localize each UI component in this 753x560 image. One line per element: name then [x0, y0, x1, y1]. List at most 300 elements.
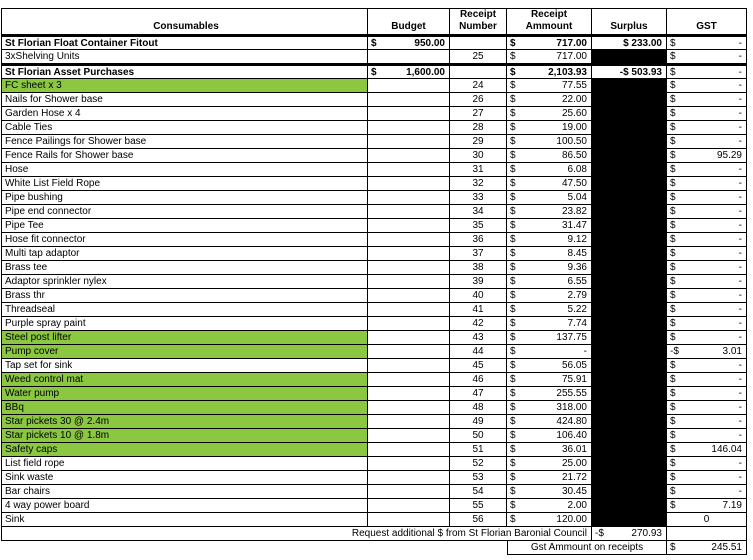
line-item-budget[interactable]	[368, 93, 450, 107]
line-item-description[interactable]	[1, 149, 368, 163]
currency-symbol: $	[670, 94, 676, 105]
gst-total-label-cell[interactable]	[507, 541, 667, 555]
line-item-surplus[interactable]	[592, 443, 667, 457]
line-item-surplus[interactable]	[592, 485, 667, 499]
line-item-surplus[interactable]	[592, 289, 667, 303]
line-item-surplus[interactable]	[592, 219, 667, 233]
line-item-gst[interactable]	[667, 275, 747, 289]
currency-symbol: $	[510, 150, 516, 161]
line-item-gst-value: 0	[703, 514, 710, 525]
line-item-amount[interactable]	[507, 373, 592, 387]
line-item-amount[interactable]	[507, 471, 592, 485]
currency-symbol: $	[670, 108, 676, 119]
line-item-description[interactable]	[1, 191, 368, 205]
line-item-amount[interactable]	[507, 275, 592, 289]
line-item-gst[interactable]	[667, 261, 747, 275]
line-item-amount[interactable]	[507, 219, 592, 233]
line-item-receipt-number[interactable]	[450, 135, 507, 149]
receipt-number-text: 43	[472, 332, 484, 343]
line-item-gst-value: -	[738, 234, 742, 245]
line-item-amount[interactable]	[507, 443, 592, 457]
line-item-gst[interactable]	[667, 513, 747, 527]
line-item-gst[interactable]	[667, 499, 747, 513]
line-item-description[interactable]	[1, 233, 368, 247]
line-item-description-text: Pipe Tee	[5, 220, 44, 231]
line-item-description[interactable]	[1, 79, 368, 93]
line-item-budget[interactable]	[368, 107, 450, 121]
line-item-amount[interactable]	[507, 107, 592, 121]
line-item-gst[interactable]	[667, 471, 747, 485]
line-item-surplus[interactable]	[592, 513, 667, 527]
line-item-gst[interactable]	[667, 219, 747, 233]
line-item-gst-value: -	[738, 108, 742, 119]
line-item-receipt-number[interactable]	[450, 247, 507, 261]
currency-symbol: $	[670, 332, 676, 343]
line-item-budget[interactable]	[368, 457, 450, 471]
section-surplus[interactable]	[592, 35, 667, 50]
line-item-gst[interactable]	[667, 387, 747, 401]
line-item-surplus[interactable]	[592, 345, 667, 359]
line-item-description-text: Safety caps	[5, 444, 58, 455]
line-item-gst-value: -	[738, 248, 742, 259]
line-item-amount[interactable]	[507, 149, 592, 163]
line-item-budget[interactable]	[368, 471, 450, 485]
line-item-amount-value: 2.00	[567, 500, 587, 511]
line-item-description-text: Adaptor sprinkler nylex	[5, 276, 107, 287]
line-item-amount[interactable]	[507, 303, 592, 317]
line-item-description[interactable]	[1, 471, 368, 485]
line-item-receipt-number[interactable]	[450, 50, 507, 64]
line-item-description[interactable]	[1, 219, 368, 233]
line-item-receipt-number[interactable]	[450, 303, 507, 317]
section-receipt-number[interactable]	[450, 35, 507, 50]
line-item-budget[interactable]	[368, 443, 450, 457]
line-item-gst[interactable]	[667, 331, 747, 345]
header-consumables[interactable]	[1, 8, 368, 35]
section-surplus-value: $ 233.00	[623, 38, 662, 49]
request-additional-row[interactable]	[1, 527, 592, 541]
currency-symbol: $	[510, 51, 516, 62]
line-item-receipt-number[interactable]	[450, 289, 507, 303]
line-item-budget[interactable]	[368, 317, 450, 331]
line-item-description[interactable]	[1, 513, 368, 527]
line-item-amount[interactable]	[507, 50, 592, 64]
receipt-number-text: 41	[472, 304, 484, 315]
line-item-receipt-number[interactable]	[450, 345, 507, 359]
line-item-description[interactable]	[1, 345, 368, 359]
line-item-description-text: Hose fit connector	[5, 234, 86, 245]
line-item-budget[interactable]	[368, 233, 450, 247]
currency-symbol: $	[510, 458, 516, 469]
line-item-budget[interactable]	[368, 359, 450, 373]
line-item-gst-value: -	[738, 51, 742, 62]
line-item-receipt-number[interactable]	[450, 219, 507, 233]
line-item-receipt-number[interactable]	[450, 149, 507, 163]
receipt-number-text: 34	[472, 206, 484, 217]
currency-symbol: $	[510, 262, 516, 273]
line-item-gst[interactable]	[667, 457, 747, 471]
line-item-budget[interactable]	[368, 373, 450, 387]
line-item-gst[interactable]	[667, 359, 747, 373]
line-item-surplus[interactable]	[592, 163, 667, 177]
line-item-budget[interactable]	[368, 499, 450, 513]
line-item-receipt-number[interactable]	[450, 261, 507, 275]
currency-symbol: $	[670, 206, 676, 217]
line-item-gst[interactable]	[667, 415, 747, 429]
line-item-receipt-number[interactable]	[450, 233, 507, 247]
line-item-gst[interactable]	[667, 191, 747, 205]
line-item-description[interactable]	[1, 331, 368, 345]
line-item-gst-value: -	[738, 430, 742, 441]
line-item-budget[interactable]	[368, 121, 450, 135]
line-item-gst[interactable]	[667, 485, 747, 499]
line-item-surplus[interactable]	[592, 177, 667, 191]
line-item-surplus[interactable]	[592, 50, 667, 64]
line-item-receipt-number[interactable]	[450, 387, 507, 401]
currency-symbol: $	[670, 542, 676, 553]
section-gst[interactable]	[667, 64, 747, 79]
line-item-description-text: Pipe bushing	[5, 192, 63, 203]
line-item-amount[interactable]	[507, 205, 592, 219]
line-item-description[interactable]	[1, 499, 368, 513]
line-item-gst[interactable]	[667, 233, 747, 247]
line-item-receipt-number[interactable]	[450, 121, 507, 135]
header-receipt-amount-line-0: Receipt	[530, 9, 568, 20]
line-item-description[interactable]	[1, 247, 368, 261]
line-item-surplus[interactable]	[592, 205, 667, 219]
line-item-receipt-number[interactable]	[450, 429, 507, 443]
line-item-gst[interactable]	[667, 289, 747, 303]
line-item-gst[interactable]	[667, 345, 747, 359]
currency-symbol: $	[510, 234, 516, 245]
line-item-amount[interactable]	[507, 429, 592, 443]
line-item-gst-value: -	[738, 458, 742, 469]
line-item-description[interactable]	[1, 415, 368, 429]
receipt-number-text: 30	[472, 150, 484, 161]
section-budget-value: 950.00	[414, 38, 445, 49]
line-item-surplus[interactable]	[592, 121, 667, 135]
currency-symbol: $	[510, 122, 516, 133]
line-item-budget[interactable]	[368, 401, 450, 415]
request-gst-blank[interactable]	[667, 527, 747, 541]
line-item-surplus[interactable]	[592, 471, 667, 485]
line-item-surplus[interactable]	[592, 107, 667, 121]
line-item-description[interactable]	[1, 359, 368, 373]
line-item-receipt-number[interactable]	[450, 331, 507, 345]
line-item-receipt-number[interactable]	[450, 191, 507, 205]
currency-symbol: $	[510, 206, 516, 217]
currency-symbol: $	[670, 444, 676, 455]
line-item-amount[interactable]	[507, 163, 592, 177]
line-item-description-text: Garden Hose x 4	[5, 108, 81, 119]
line-item-budget[interactable]	[368, 191, 450, 205]
line-item-receipt-number[interactable]	[450, 513, 507, 527]
currency-symbol: $	[670, 192, 676, 203]
line-item-receipt-number[interactable]	[450, 471, 507, 485]
line-item-amount-value: 6.08	[567, 164, 587, 175]
line-item-surplus[interactable]	[592, 79, 667, 93]
line-item-gst[interactable]	[667, 135, 747, 149]
line-item-gst[interactable]	[667, 79, 747, 93]
line-item-description[interactable]	[1, 387, 368, 401]
line-item-gst-value: -	[738, 290, 742, 301]
section-surplus[interactable]	[592, 64, 667, 79]
line-item-description[interactable]	[1, 275, 368, 289]
line-item-amount-value: 137.75	[556, 332, 587, 343]
line-item-budget[interactable]	[368, 261, 450, 275]
receipt-number-text: 29	[472, 136, 484, 147]
line-item-amount[interactable]	[507, 261, 592, 275]
line-item-budget[interactable]	[368, 163, 450, 177]
line-item-description[interactable]	[1, 50, 368, 64]
line-item-receipt-number[interactable]	[450, 415, 507, 429]
line-item-description[interactable]	[1, 373, 368, 387]
line-item-gst-value: 95.29	[716, 150, 742, 161]
line-item-description[interactable]	[1, 443, 368, 457]
line-item-amount-value: 75.91	[561, 374, 587, 385]
line-item-surplus[interactable]	[592, 149, 667, 163]
line-item-gst-value: -	[738, 192, 742, 203]
line-item-budget[interactable]	[368, 485, 450, 499]
line-item-gst[interactable]	[667, 93, 747, 107]
line-item-gst-value: -	[738, 486, 742, 497]
line-item-amount[interactable]	[507, 247, 592, 261]
line-item-surplus[interactable]	[592, 275, 667, 289]
line-item-amount[interactable]	[507, 359, 592, 373]
line-item-description[interactable]	[1, 205, 368, 219]
line-item-surplus[interactable]	[592, 429, 667, 443]
line-item-description[interactable]	[1, 303, 368, 317]
line-item-gst[interactable]	[667, 317, 747, 331]
line-item-gst-value: -	[738, 220, 742, 231]
line-item-budget[interactable]	[368, 415, 450, 429]
line-item-budget[interactable]	[368, 50, 450, 64]
line-item-surplus[interactable]	[592, 317, 667, 331]
line-item-surplus[interactable]	[592, 233, 667, 247]
line-item-budget[interactable]	[368, 345, 450, 359]
line-item-surplus[interactable]	[592, 457, 667, 471]
line-item-receipt-number[interactable]	[450, 359, 507, 373]
line-item-budget[interactable]	[368, 289, 450, 303]
line-item-description[interactable]	[1, 163, 368, 177]
line-item-amount-value: 25.60	[561, 108, 587, 119]
section-budget[interactable]	[368, 64, 450, 79]
line-item-amount[interactable]	[507, 457, 592, 471]
currency-symbol: $	[510, 220, 516, 231]
line-item-surplus[interactable]	[592, 303, 667, 317]
line-item-gst[interactable]	[667, 303, 747, 317]
line-item-amount[interactable]	[507, 135, 592, 149]
line-item-surplus[interactable]	[592, 499, 667, 513]
line-item-amount[interactable]	[507, 191, 592, 205]
line-item-gst[interactable]	[667, 163, 747, 177]
line-item-amount[interactable]	[507, 177, 592, 191]
section-receipt-number[interactable]	[450, 64, 507, 79]
line-item-gst[interactable]	[667, 373, 747, 387]
line-item-amount-value: 77.55	[561, 80, 587, 91]
line-item-receipt-number[interactable]	[450, 373, 507, 387]
header-receipt-number[interactable]	[450, 8, 507, 35]
line-item-budget[interactable]	[368, 205, 450, 219]
line-item-receipt-number[interactable]	[450, 93, 507, 107]
line-item-gst[interactable]	[667, 121, 747, 135]
line-item-amount[interactable]	[507, 289, 592, 303]
line-item-amount[interactable]	[507, 387, 592, 401]
line-item-receipt-number[interactable]	[450, 79, 507, 93]
currency-symbol: $	[510, 388, 516, 399]
header-budget-label: Budget	[391, 21, 426, 32]
line-item-receipt-number[interactable]	[450, 443, 507, 457]
line-item-description-text: White List Field Rope	[5, 178, 101, 189]
line-item-description[interactable]	[1, 261, 368, 275]
line-item-gst[interactable]	[667, 177, 747, 191]
section-gst[interactable]	[667, 35, 747, 50]
currency-symbol: $	[670, 67, 676, 78]
line-item-surplus[interactable]	[592, 135, 667, 149]
line-item-description[interactable]	[1, 485, 368, 499]
line-item-amount[interactable]	[507, 415, 592, 429]
line-item-amount[interactable]	[507, 499, 592, 513]
line-item-budget[interactable]	[368, 149, 450, 163]
line-item-amount[interactable]	[507, 79, 592, 93]
header-receipt-amount[interactable]	[507, 8, 592, 35]
line-item-amount[interactable]	[507, 345, 592, 359]
section-title[interactable]	[1, 64, 368, 79]
line-item-surplus[interactable]	[592, 401, 667, 415]
currency-symbol: $	[670, 178, 676, 189]
line-item-gst-value: -	[738, 360, 742, 371]
line-item-gst-value: -	[738, 402, 742, 413]
line-item-description[interactable]	[1, 317, 368, 331]
line-item-gst[interactable]	[667, 443, 747, 457]
line-item-description[interactable]	[1, 429, 368, 443]
line-item-gst[interactable]	[667, 205, 747, 219]
header-budget[interactable]	[368, 8, 450, 35]
section-budget[interactable]	[368, 35, 450, 50]
line-item-budget[interactable]	[368, 135, 450, 149]
line-item-receipt-number[interactable]	[450, 205, 507, 219]
line-item-budget[interactable]	[368, 429, 450, 443]
currency-symbol: $	[371, 38, 377, 49]
line-item-amount[interactable]	[507, 485, 592, 499]
header-gst[interactable]	[667, 8, 747, 35]
line-item-surplus[interactable]	[592, 387, 667, 401]
line-item-gst[interactable]	[667, 429, 747, 443]
line-item-amount[interactable]	[507, 121, 592, 135]
line-item-budget[interactable]	[368, 331, 450, 345]
currency-symbol: $	[670, 262, 676, 273]
line-item-receipt-number[interactable]	[450, 401, 507, 415]
line-item-amount[interactable]	[507, 513, 592, 527]
line-item-description[interactable]	[1, 135, 368, 149]
line-item-gst[interactable]	[667, 247, 747, 261]
line-item-gst[interactable]	[667, 149, 747, 163]
line-item-description[interactable]	[1, 93, 368, 107]
line-item-description[interactable]	[1, 457, 368, 471]
line-item-surplus[interactable]	[592, 373, 667, 387]
line-item-surplus[interactable]	[592, 261, 667, 275]
line-item-receipt-number[interactable]	[450, 275, 507, 289]
line-item-amount[interactable]	[507, 331, 592, 345]
line-item-budget[interactable]	[368, 247, 450, 261]
line-item-amount-value: 9.12	[567, 234, 587, 245]
line-item-budget[interactable]	[368, 303, 450, 317]
line-item-surplus[interactable]	[592, 331, 667, 345]
line-item-description[interactable]	[1, 107, 368, 121]
receipt-number-text: 56	[472, 514, 484, 525]
section-surplus-value: -$ 503.93	[619, 67, 662, 78]
line-item-gst[interactable]	[667, 107, 747, 121]
line-item-gst-value: -	[738, 206, 742, 217]
line-item-budget[interactable]	[368, 219, 450, 233]
line-item-amount[interactable]	[507, 93, 592, 107]
line-item-budget[interactable]	[368, 177, 450, 191]
line-item-gst[interactable]	[667, 401, 747, 415]
line-item-description[interactable]	[1, 401, 368, 415]
currency-symbol: $	[670, 360, 676, 371]
line-item-budget[interactable]	[368, 79, 450, 93]
line-item-description-text: Hose	[5, 164, 29, 175]
gst-total-value[interactable]	[667, 541, 747, 555]
line-item-budget[interactable]	[368, 513, 450, 527]
line-item-gst-value: 7.19	[722, 500, 742, 511]
line-item-description-text: Tap set for sink	[5, 360, 73, 371]
receipt-number-text: 36	[472, 234, 484, 245]
currency-symbol: $	[670, 248, 676, 259]
line-item-description[interactable]	[1, 289, 368, 303]
section-title[interactable]	[1, 35, 368, 50]
receipt-number-text: 49	[472, 416, 484, 427]
line-item-surplus[interactable]	[592, 191, 667, 205]
line-item-receipt-number[interactable]	[450, 317, 507, 331]
section-amount[interactable]	[507, 64, 592, 79]
line-item-receipt-number[interactable]	[450, 163, 507, 177]
line-item-description-text: Cable Ties	[5, 122, 53, 133]
line-item-amount-value: 120.00	[556, 514, 587, 525]
line-item-surplus[interactable]	[592, 415, 667, 429]
line-item-surplus[interactable]	[592, 247, 667, 261]
line-item-receipt-number[interactable]	[450, 107, 507, 121]
line-item-receipt-number[interactable]	[450, 485, 507, 499]
header-surplus[interactable]	[592, 8, 667, 35]
line-item-surplus[interactable]	[592, 93, 667, 107]
line-item-amount-value: 21.72	[561, 472, 587, 483]
currency-symbol: $	[670, 374, 676, 385]
line-item-receipt-number[interactable]	[450, 177, 507, 191]
header-surplus-text	[592, 21, 666, 33]
line-item-budget[interactable]	[368, 275, 450, 289]
receipt-number-text: 52	[472, 458, 484, 469]
line-item-amount[interactable]	[507, 401, 592, 415]
line-item-description-text: Steel post lifter	[5, 332, 72, 343]
line-item-amount[interactable]	[507, 233, 592, 247]
request-additional-value[interactable]	[592, 527, 667, 541]
line-item-receipt-number[interactable]	[450, 499, 507, 513]
line-item-description[interactable]	[1, 121, 368, 135]
line-item-surplus[interactable]	[592, 359, 667, 373]
line-item-amount[interactable]	[507, 317, 592, 331]
line-item-amount-value: 8.45	[567, 248, 587, 259]
line-item-gst[interactable]	[667, 50, 747, 64]
receipt-number-text: 26	[472, 94, 484, 105]
currency-symbol: $	[510, 136, 516, 147]
line-item-budget[interactable]	[368, 387, 450, 401]
line-item-description[interactable]	[1, 177, 368, 191]
section-amount[interactable]	[507, 35, 592, 50]
line-item-receipt-number[interactable]	[450, 457, 507, 471]
currency-symbol: $	[510, 276, 516, 287]
currency-symbol: $	[510, 486, 516, 497]
